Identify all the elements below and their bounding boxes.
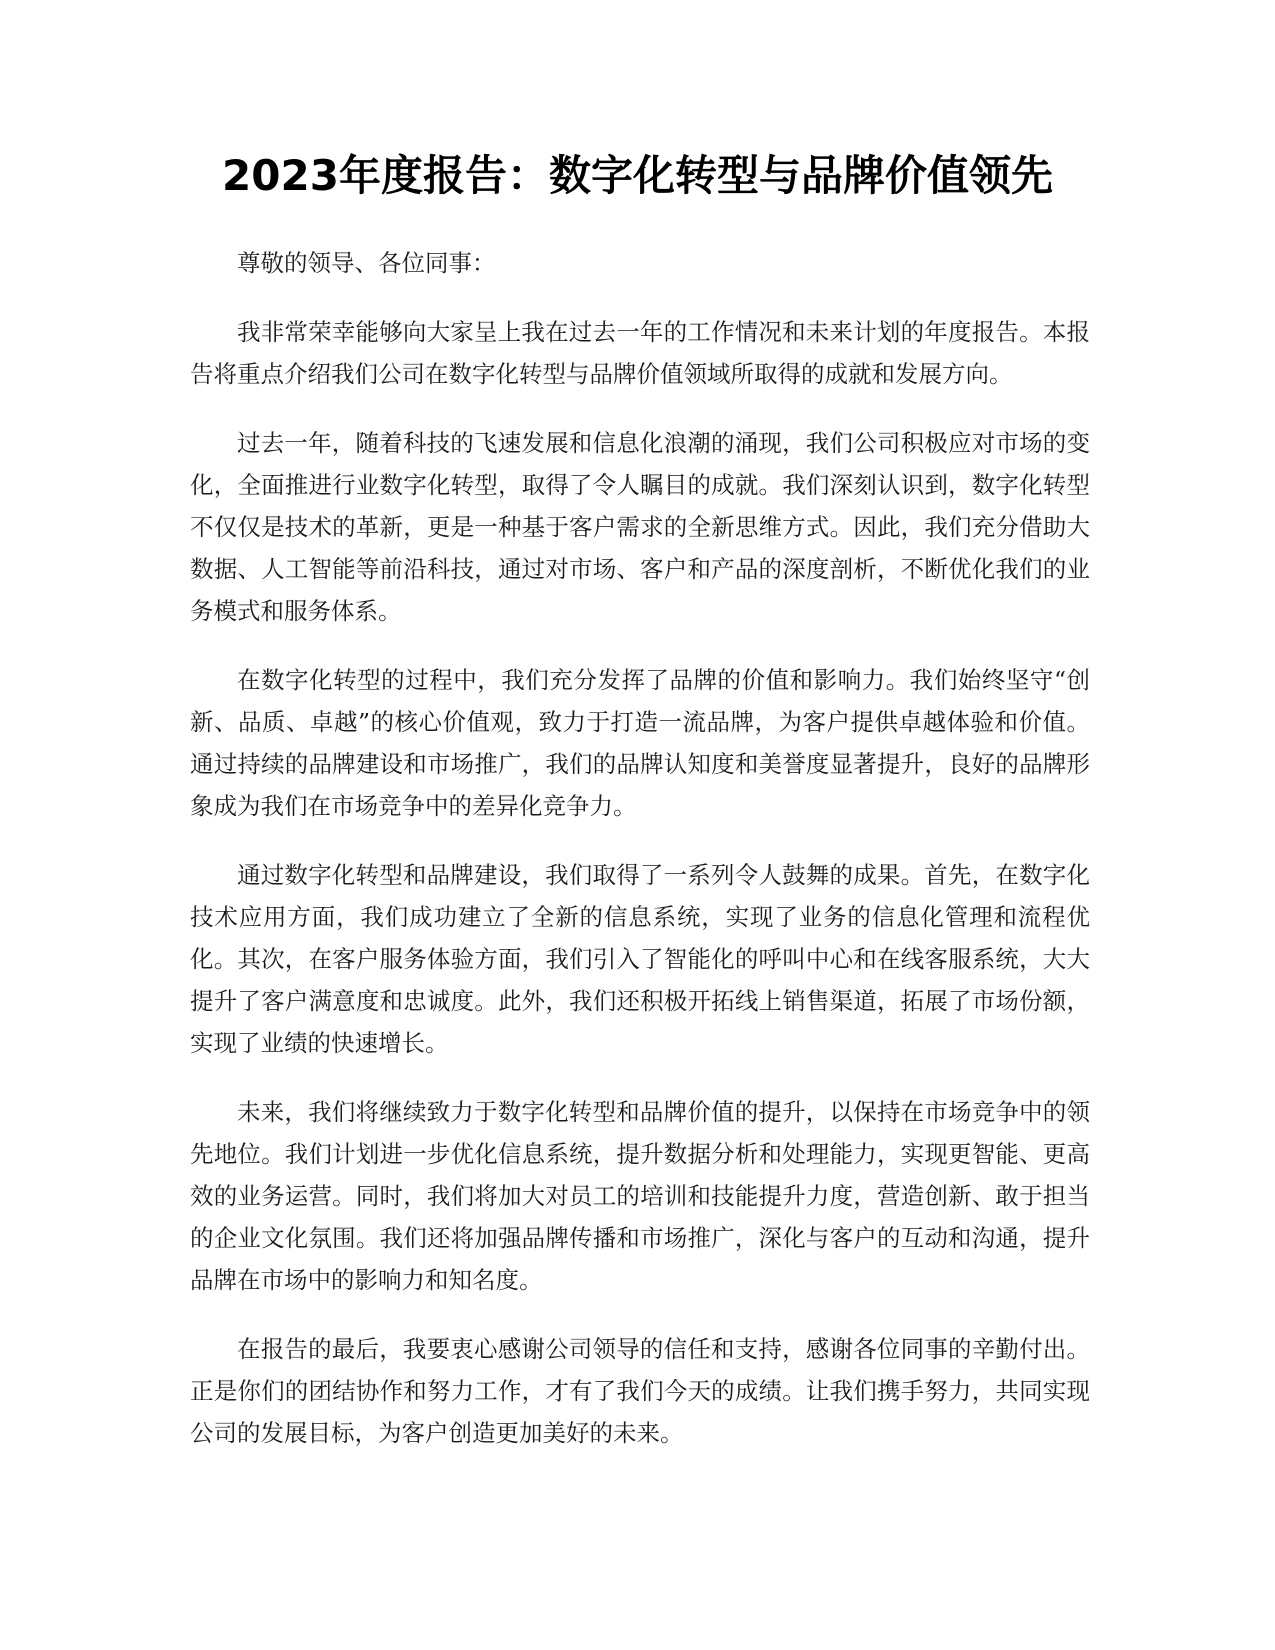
paragraph-achievements: 通过数字化转型和品牌建设，我们取得了一系列令人鼓舞的成果。首先，在数字化技术应用方面，我们成功建立了全新的信息系统，实现了业务的信息化管理和流程优化。其次，在客户服务体验方面，我们引入了智能化的呼叫中心和在线客服系统，大大提升了客户满意度和忠诚度。此外，我们还积极开拓线上销售渠道，拓展了市场份额，实现了业绩的快速增长。 — [190, 861, 1090, 1057]
page-title: 2023年度报告：数字化转型与品牌价值领先 — [222, 151, 1053, 200]
paragraph-digital-transformation: 过去一年，随着科技的飞速发展和信息化浪潮的涌现，我们公司积极应对市场的变化，全面推进行业数字化转型，取得了令人瞩目的成就。我们深刻认识到，数字化转型不仅仅是技术的革新，更是一种基于客户需求的全新思维方式。因此，我们充分借助大数据、人工智能等前沿科技，通过对市场、客户和产品的深度剖析，不断优化我们的业务模式和服务体系。 — [190, 429, 1090, 625]
paragraph-future-plans: 未来，我们将继续致力于数字化转型和品牌价值的提升，以保持在市场竞争中的领先地位。我们计划进一步优化信息系统，提升数据分析和处理能力，实现更智能、更高效的业务运营。同时，我们将加大对员工的培训和技能提升力度，营造创新、敢于担当的企业文化氛围。我们还将加强品牌传播和市场推广，深化与客户的互动和沟通，提升品牌在市场中的影响力和知名度。 — [190, 1098, 1090, 1294]
salutation: 尊敬的领导、各位同事： — [237, 249, 496, 277]
paragraph-intro: 我非常荣幸能够向大家呈上我在过去一年的工作情况和未来计划的年度报告。本报告将重点介绍我们公司在数字化转型与品牌价值领域所取得的成就和发展方向。 — [190, 318, 1090, 388]
document-body — [190, 242, 1090, 1481]
paragraph-brand-value: 在数字化转型的过程中，我们充分发挥了品牌的价值和影响力。我们始终坚守“创新、品质、卓越”的核心价值观，致力于打造一流品牌，为客户提供卓越体验和价值。通过持续的品牌建设和市场推广，我们的品牌认知度和美誉度显著提升，良好的品牌形象成为我们在市场竞争中的差异化竞争力。 — [190, 666, 1090, 820]
paragraph-closing: 在报告的最后，我要衷心感谢公司领导的信任和支持，感谢各位同事的辛勤付出。正是你们的团结协作和努力工作，才有了我们今天的成绩。让我们携手努力，共同实现公司的发展目标，为客户创造更加美好的未来。 — [190, 1335, 1090, 1447]
